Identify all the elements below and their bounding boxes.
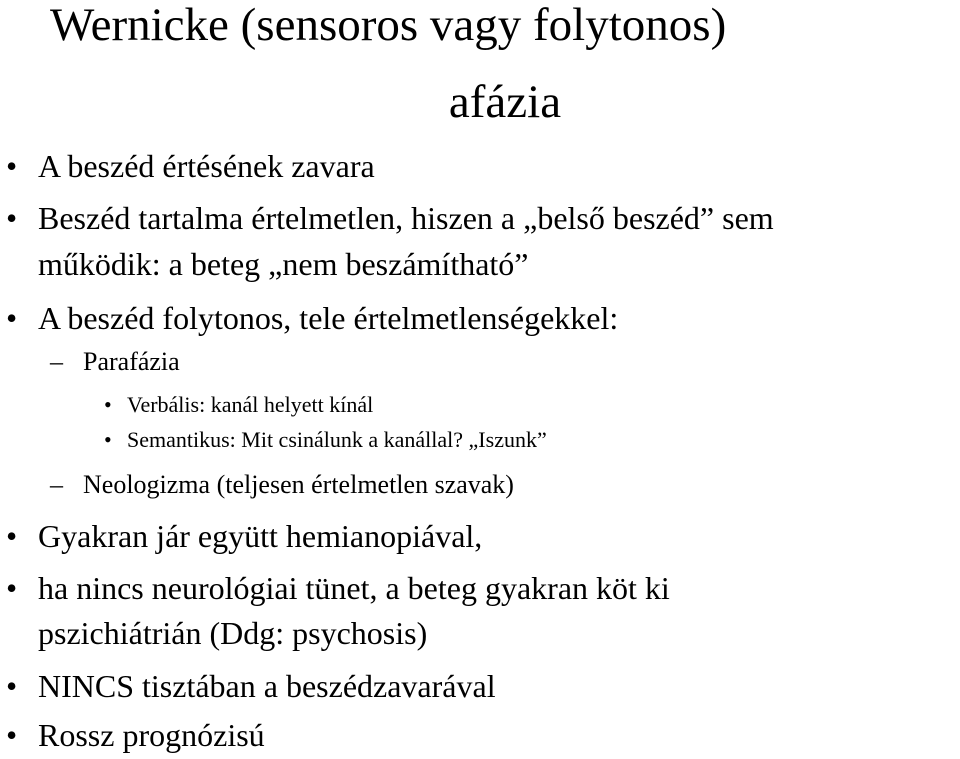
bullet-marker: • [6,717,18,753]
bullet-text: Gyakran jár együtt hemianopiával, [38,518,483,554]
bullet-marker: • [6,518,18,554]
bullet-text: működik: a beteg „nem beszámítható” [38,246,529,282]
bullet-marker: • [6,200,18,236]
sub-item-text: Parafázia [83,347,180,376]
bullet-text: pszichiátrián (Ddg: psychosis) [38,615,428,651]
bullet-marker: • [104,392,112,417]
sub-item-text: Neologizma (teljesen értelmetlen szavak) [83,470,514,499]
slide-title-line-1: Wernicke (sensoros vagy folytonos) [50,0,727,51]
dash-marker: – [50,347,63,376]
bullet-text: ha nincs neurológiai tünet, a beteg gyakran köt ki [38,570,670,606]
bullet-text: Beszéd tartalma értelmetlen, hiszen a „belső beszéd” sem [38,200,774,236]
sub-sub-item-text: Semantikus: Mit csinálunk a kanállal? „Iszunk” [127,427,547,452]
bullet-marker: • [6,300,18,336]
bullet-text: Rossz prognózisú [38,717,265,753]
bullet-marker: • [6,668,18,704]
bullet-marker: • [6,570,18,606]
bullet-text: NINCS tisztában a beszédzavarával [38,668,496,704]
dash-marker: – [50,470,63,499]
sub-sub-item-text: Verbális: kanál helyett kínál [127,392,374,417]
bullet-marker: • [6,148,18,184]
bullet-marker: • [104,427,112,452]
slide-title-line-2: afázia [448,76,562,128]
bullet-text: A beszéd folytonos, tele értelmetlenségekkel: [38,300,619,336]
bullet-text: A beszéd értésének zavara [38,148,375,184]
